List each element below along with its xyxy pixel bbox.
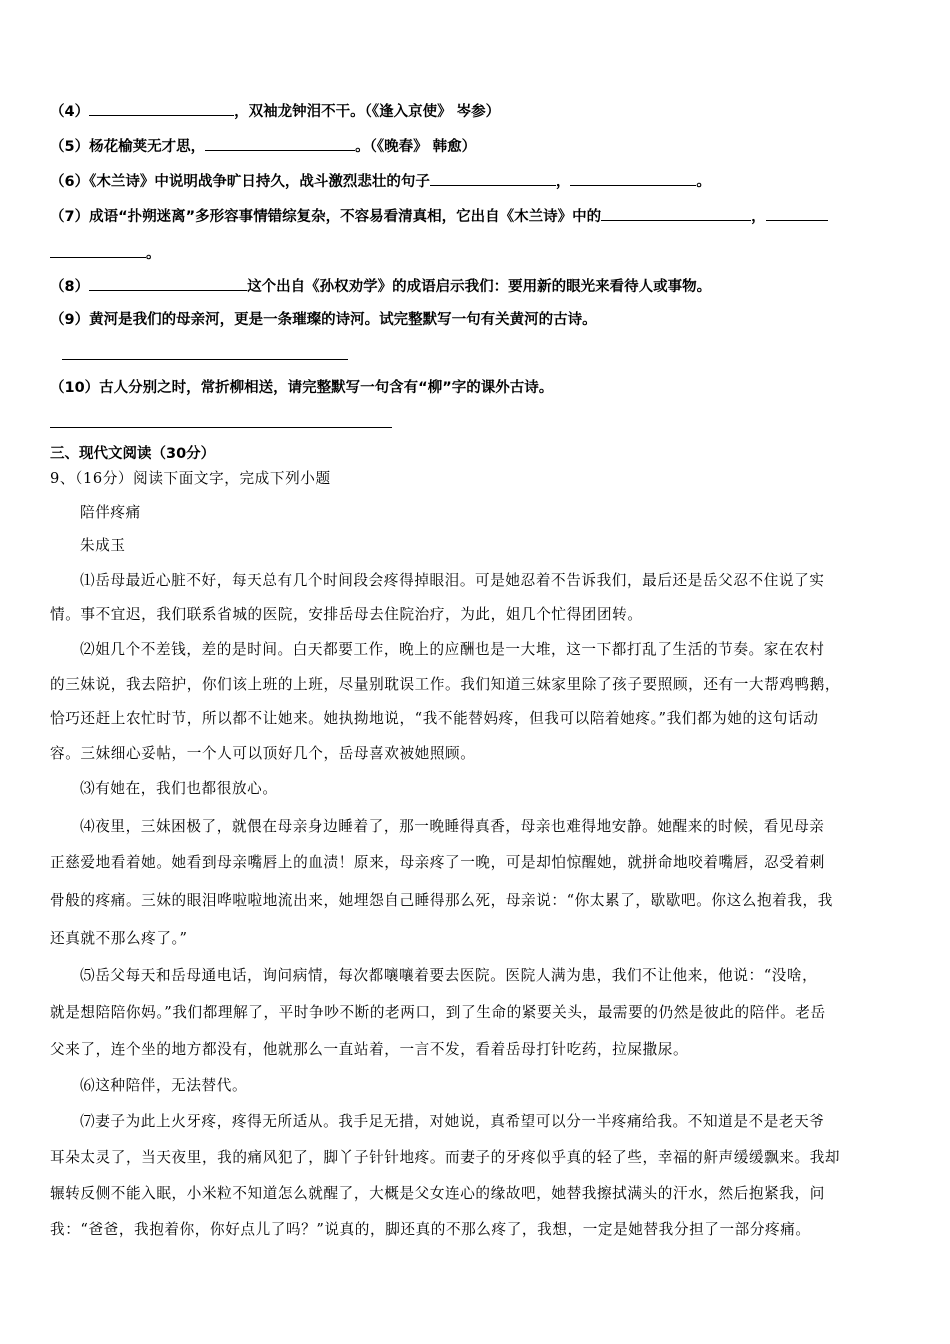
article-line: 父来了，连个坐的地方都没有，他就那么一直站着，一言不发，看着岳母打针吃药，拉屎撒尿。 — [50, 1041, 689, 1058]
question-6-period: 。 — [696, 174, 711, 190]
answer-blank-7a[interactable] — [601, 206, 751, 221]
question-6 — [50, 171, 711, 192]
article-line: ⑺妻子为此上火牙疼，疼得无所适从。我手足无措，对她说，真希望可以分一半疼痛给我。不知道是不是老天爷 — [80, 1113, 825, 1130]
answer-line-10[interactable] — [50, 427, 392, 428]
article-line: 就是想陪陪你妈。”我们都理解了，平时争吵不断的老两口，到了生命的紧要关头，最需要的仍然是彼此的陪伴。老岳 — [50, 1004, 826, 1021]
answer-blank-7b-cont[interactable] — [50, 243, 146, 258]
question-7-comma: ， — [751, 209, 766, 225]
question-7-continued — [50, 243, 161, 264]
article-line: ⑸岳父每天和岳母通电话，询问病情，每次都嚷嚷着要去医院。医院人满为患，我们不让他来，他说：“没啥， — [80, 967, 818, 984]
question-line: 9、（16分）阅读下面文字，完成下列小题 — [50, 470, 331, 487]
article-line: ⑷夜里，三妹困极了，就偎在母亲身边睡着了，那一晚睡得真香，母亲也难得地安静。她醒来的时候，看见母亲 — [80, 818, 825, 835]
article-line: 容。三妹细心妥帖，一个人可以顶好几个，岳母喜欢被她照顾。 — [50, 745, 476, 762]
article-line: 耳朵太灵了，当天夜里，我的痛风犯了，脚丫子针针地疼。而妻子的牙疼似乎真的轻了些，幸福的鼾声缓缓飘来。我却 — [50, 1149, 841, 1166]
answer-blank-6a[interactable] — [430, 171, 556, 186]
article-line: 恰巧还赶上农忙时节，所以都不让她来。她执拗地说，“我不能替妈疼，但我可以陪着她疼。”我们都为她的这句话动 — [50, 710, 819, 727]
question-8-number: （8） — [50, 279, 90, 295]
question-8-text: 这个出自《孙权劝学》的成语启示我们：要用新的眼光来看待人或事物。 — [247, 279, 712, 295]
answer-blank-8[interactable] — [89, 276, 247, 291]
section-heading: 三、现代文阅读（30分） — [50, 446, 216, 462]
article-line: ⑴岳母最近心脏不好，每天总有几个时间段会疼得掉眼泪。可是她忍着不告诉我们，最后还是岳父忍不住说了实 — [80, 572, 825, 589]
answer-blank-5[interactable] — [205, 136, 355, 151]
question-4-text: ，双袖龙钟泪不干。（《逢入京使》 岑参） — [234, 104, 501, 120]
question-9-text: （9）黄河是我们的母亲河，更是一条璀璨的诗河。试完整默写一句有关黄河的古诗。 — [50, 312, 597, 328]
question-5 — [50, 136, 476, 157]
question-7-period: 。 — [146, 246, 161, 262]
answer-blank-7b[interactable] — [766, 206, 828, 221]
article-line: 情。事不宜迟，我们联系省城的医院，安排岳母去住院治疗，为此，姐几个忙得团团转。 — [50, 606, 643, 623]
article-title: 陪伴疼痛 — [80, 504, 141, 521]
question-5-source: 。（《晚春》 韩愈） — [355, 139, 477, 155]
answer-blank-4[interactable] — [89, 101, 234, 116]
question-5-text: （5）杨花榆荚无才思， — [50, 139, 206, 155]
article-line: 骨般的疼痛。三妹的眼泪哗啦啦地流出来，她埋怨自己睡得那么死，母亲说：“你太累了，歇歇吧。你这么抱着我，我 — [50, 892, 833, 909]
article-line: 的三妹说，我去陪护，你们该上班的上班，尽量别耽误工作。我们知道三妹家里除了孩子要照顾，还有一大帮鸡鸭鹅， — [50, 676, 841, 693]
question-4 — [50, 101, 500, 122]
article-author: 朱成玉 — [80, 537, 126, 554]
article-line: 还真就不那么疼了。” — [50, 930, 188, 947]
question-4-number: （4） — [50, 104, 90, 120]
question-9 — [50, 310, 597, 330]
question-8 — [50, 276, 711, 297]
question-10 — [50, 378, 553, 398]
answer-line-9[interactable] — [62, 359, 348, 360]
article-line: ⑹这种陪伴，无法替代。 — [80, 1077, 248, 1094]
question-6-comma: ， — [555, 174, 571, 190]
article-line: ⑵姐几个不差钱，差的是时间。白天都要工作，晚上的应酬也是一大堆，这一下都打乱了生活的节奏。家在农村 — [80, 641, 825, 658]
article-line: 我：“爸爸，我抱着你，你好点儿了吗？”说真的，脚还真的不那么疼了，我想，一定是她替我分担了一部分疼痛。 — [50, 1221, 811, 1238]
question-7 — [50, 206, 828, 227]
article-line: 辗转反侧不能入眠，小米粒不知道怎么就醒了，大概是父女连心的缘故吧，她替我擦拭满头的汗水，然后抱紧我，问 — [50, 1185, 825, 1202]
question-10-text: （10）古人分别之时，常折柳相送，请完整默写一句含有“柳”字的课外古诗。 — [50, 380, 554, 396]
article-line: 正慈爱地看着她。她看到母亲嘴唇上的血渍！原来，母亲疼了一晚，可是却怕惊醒她，就拼命地咬着嘴唇，忍受着刺 — [50, 854, 825, 871]
article-line: ⑶有她在，我们也都很放心。 — [80, 780, 278, 797]
question-6-text: （6）《木兰诗》中说明战争旷日持久，战斗激烈悲壮的句子 — [50, 174, 430, 190]
answer-blank-6b[interactable] — [570, 171, 696, 186]
question-7-text: （7）成语“扑朔迷离”多形容事情错综复杂，不容易看清真相，它出自《木兰诗》中的 — [50, 209, 602, 225]
